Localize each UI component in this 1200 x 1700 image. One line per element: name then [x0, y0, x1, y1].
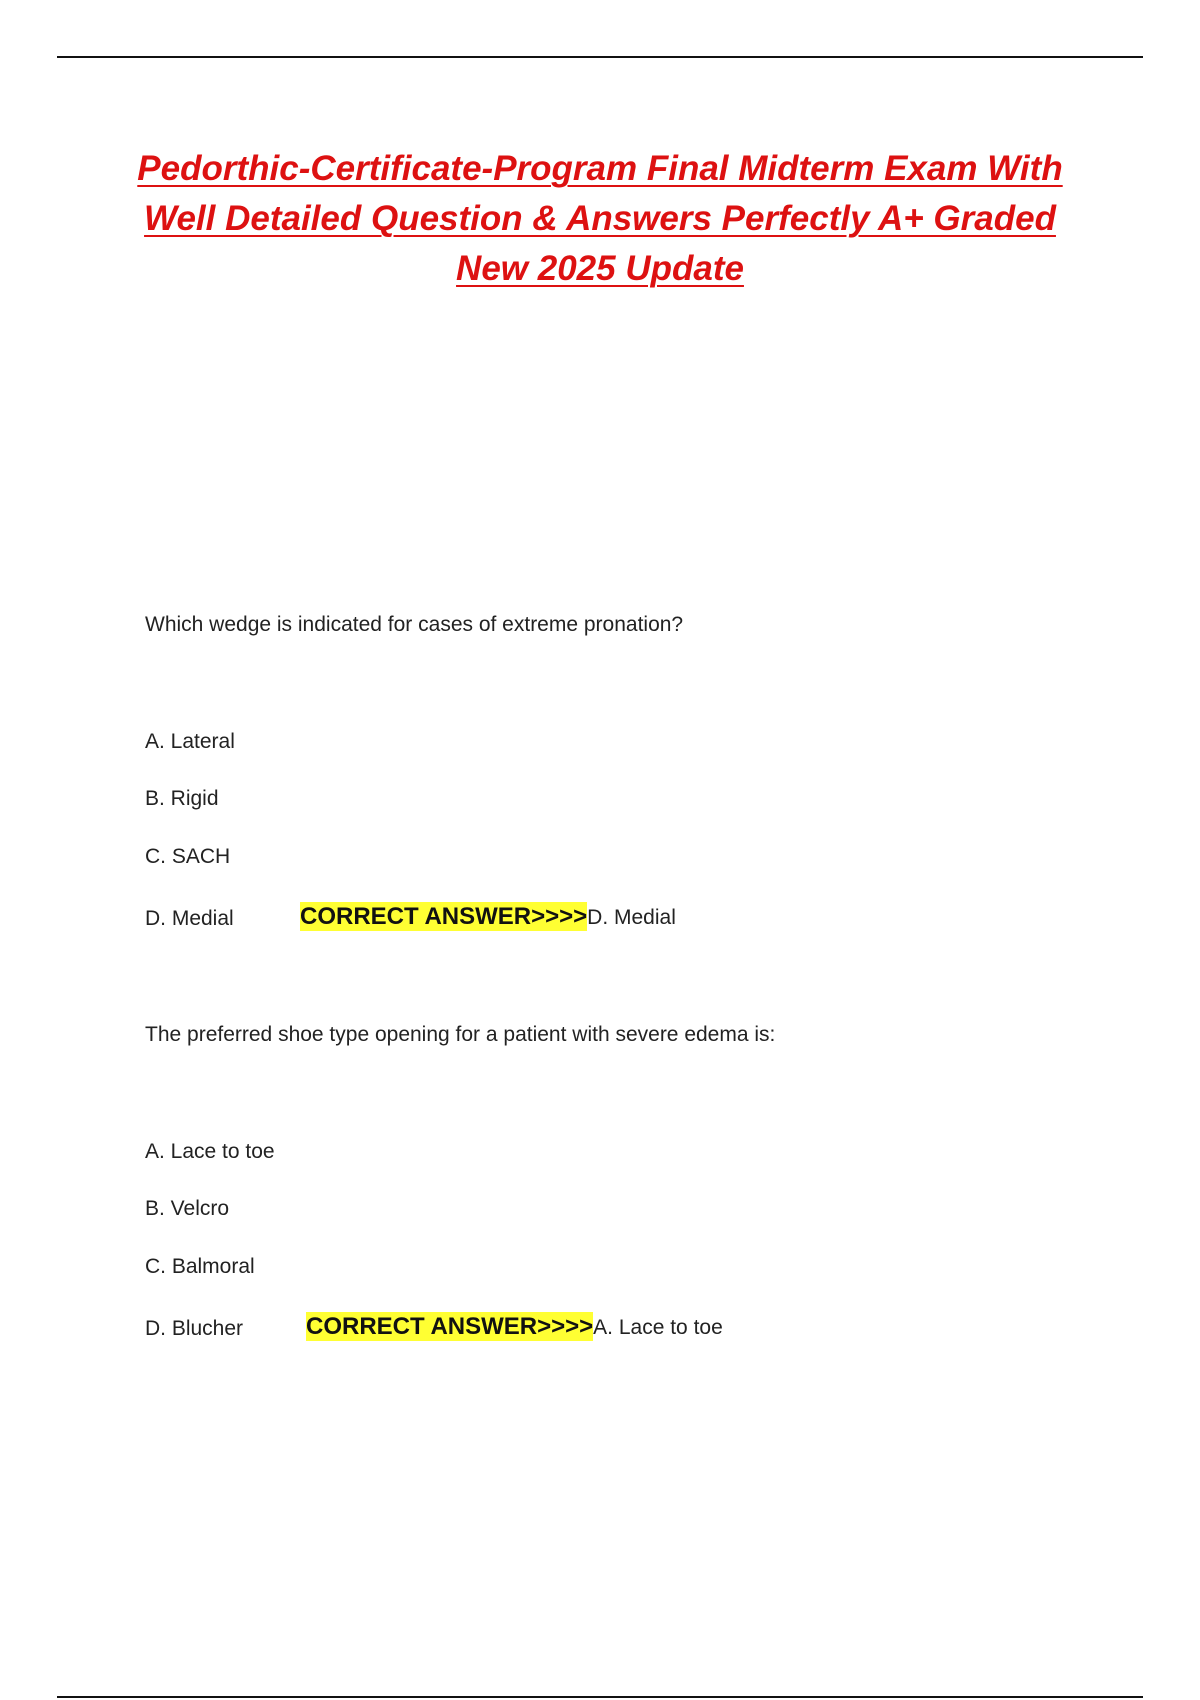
- question-2-option-a: A. Lace to toe: [145, 1140, 275, 1163]
- top-rule: [57, 56, 1143, 58]
- question-1-option-a: A. Lateral: [145, 730, 235, 753]
- question-1-option-c: C. SACH: [145, 845, 231, 868]
- question-1-option-b: B. Rigid: [145, 787, 219, 810]
- question-2-option-b: B. Velcro: [145, 1197, 230, 1220]
- question-1-text: Which wedge is indicated for cases of extreme pronation?: [145, 613, 684, 636]
- question-2-option-c: C. Balmoral: [145, 1255, 255, 1278]
- correct-answer-label: CORRECT ANSWER>>>>: [306, 1313, 594, 1340]
- title-line: Pedorthic-Certificate-Program Final Midterm Exam With: [137, 149, 1063, 188]
- question-2-option-d: D. Blucher: [145, 1317, 244, 1340]
- title-line: Well Detailed Question & Answers Perfectly A+ Graded: [144, 199, 1056, 238]
- question-1-option-d: D. Medial: [145, 907, 234, 930]
- correct-answer-label: CORRECT ANSWER>>>>: [300, 903, 588, 930]
- question-2-text: The preferred shoe type opening for a patient with severe edema is:: [145, 1023, 776, 1046]
- correct-answer-value: A. Lace to toe: [593, 1316, 723, 1339]
- correct-answer-value: D. Medial: [587, 906, 676, 929]
- question-1-answer: [300, 904, 676, 931]
- title-line: New 2025 Update: [456, 249, 744, 288]
- bottom-rule: [57, 1696, 1143, 1698]
- document-title: [100, 144, 1100, 294]
- question-2-answer: [306, 1314, 723, 1341]
